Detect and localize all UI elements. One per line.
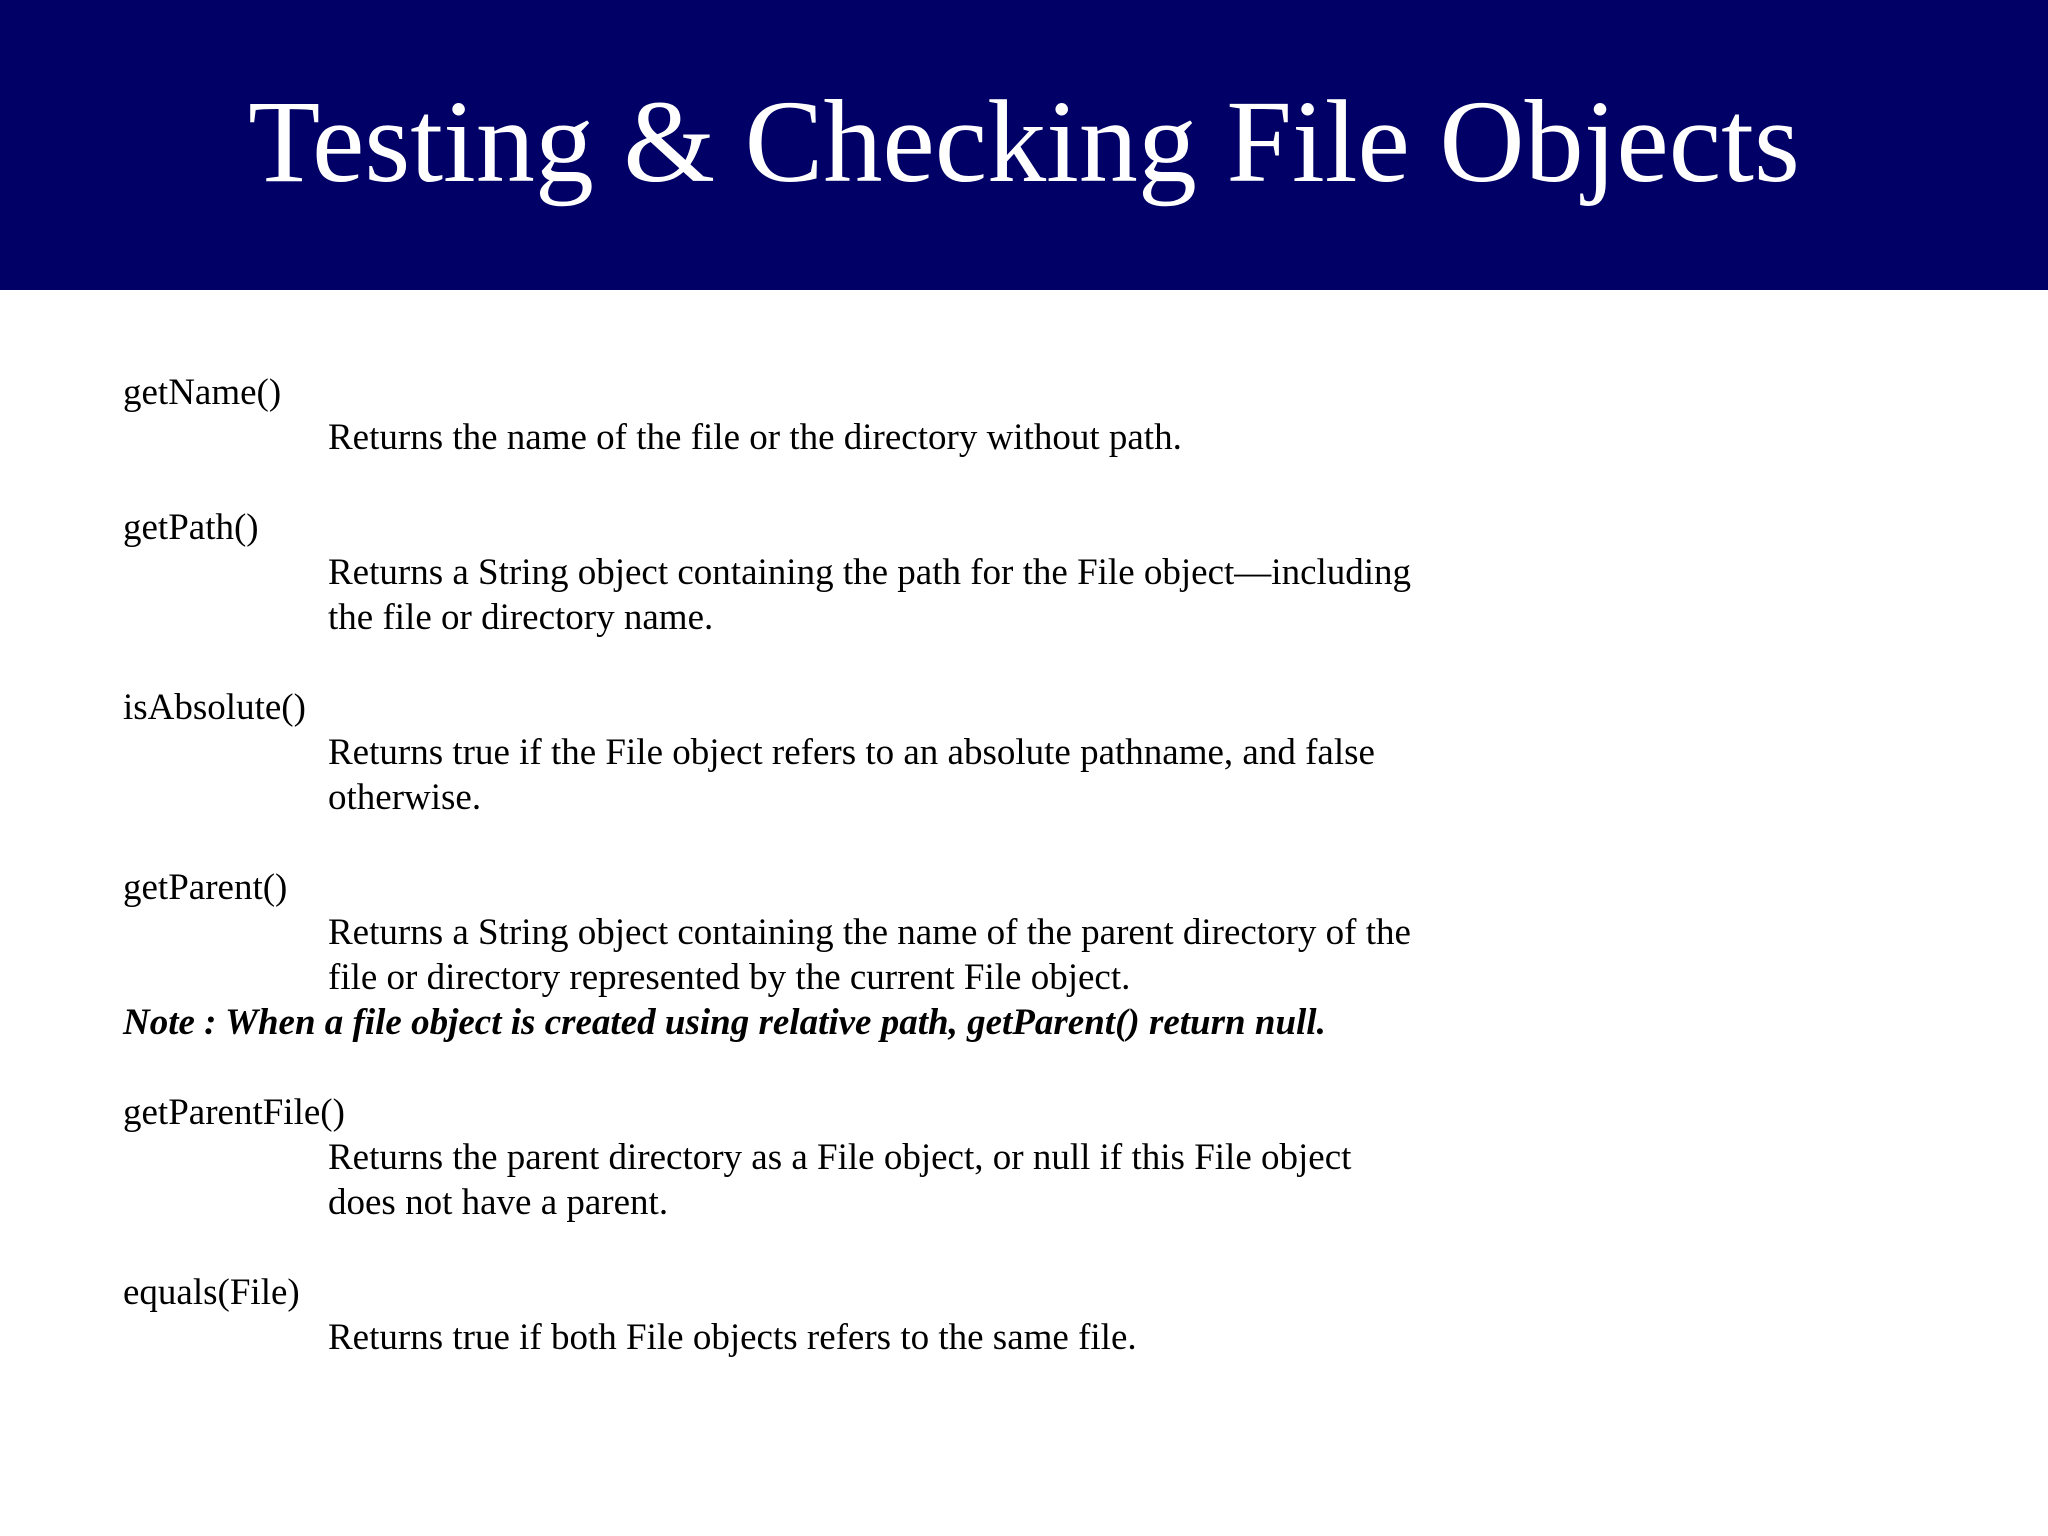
method-description: Returns a String object containing the name of the parent directory of the file or directory represented by the current File object.	[328, 912, 1411, 998]
method-description: Returns the name of the file or the directory without path.	[328, 417, 1182, 458]
method-name: isAbsolute()	[123, 687, 306, 728]
note-text: Note : When a file object is created using relative path, getParent() return null.	[123, 1002, 1326, 1043]
method-get-path	[123, 505, 1523, 640]
spacer	[123, 460, 1523, 505]
spacer	[123, 820, 1523, 865]
method-get-parent-file	[123, 1090, 1523, 1225]
method-description: Returns the parent directory as a File object, or null if this File object does not have a parent.	[328, 1137, 1352, 1223]
spacer	[123, 640, 1523, 685]
method-name: equals(File)	[123, 1272, 300, 1313]
method-is-absolute	[123, 685, 1523, 820]
slide-body	[123, 370, 1523, 1360]
method-name: getParentFile()	[123, 1092, 345, 1133]
spacer	[123, 1045, 1523, 1090]
method-description: Returns true if the File object refers to an absolute pathname, and false otherwise.	[328, 732, 1375, 818]
method-name: getPath()	[123, 507, 259, 548]
method-name: getParent()	[123, 867, 288, 908]
slide-title: Testing & Checking File Objects	[248, 76, 1800, 207]
method-get-name	[123, 370, 1523, 460]
method-description: Returns a String object containing the path for the File object—including the file or directory name.	[328, 552, 1412, 638]
method-get-parent	[123, 865, 1523, 1000]
method-description: Returns true if both File objects refers to the same file.	[328, 1317, 1137, 1358]
method-name: getName()	[123, 372, 282, 413]
method-equals	[123, 1270, 1523, 1360]
spacer	[123, 1225, 1523, 1270]
